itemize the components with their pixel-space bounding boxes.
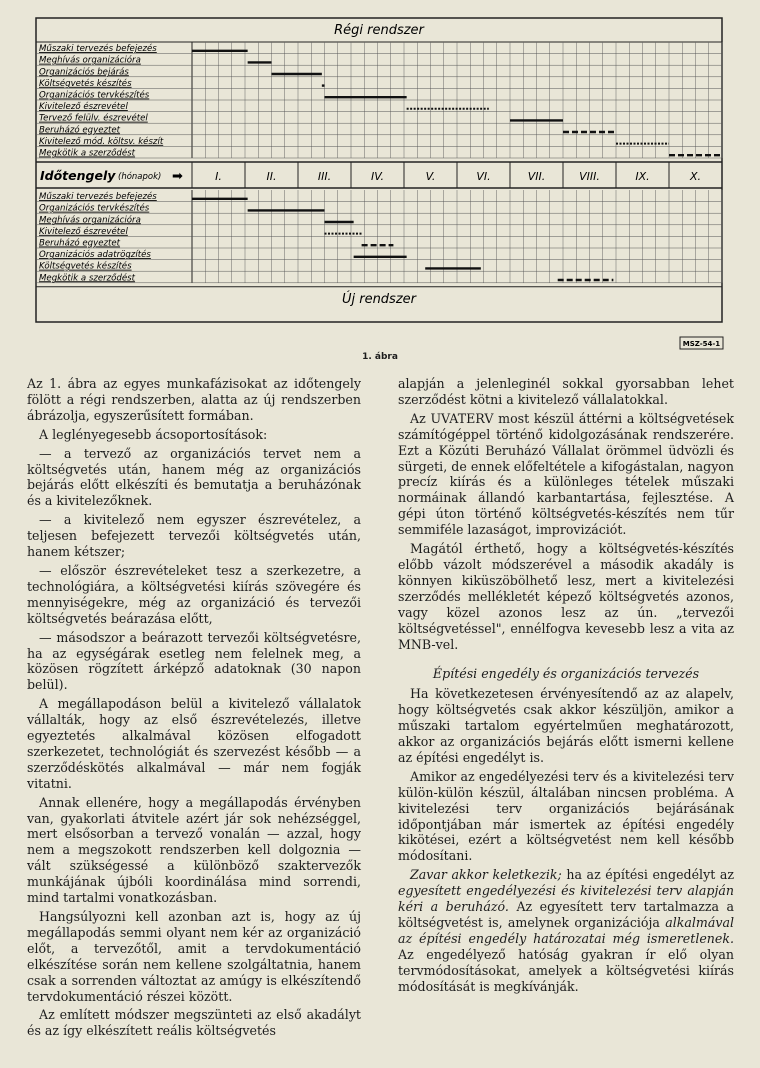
old-system-row-label: Meghívás organizációra (39, 55, 141, 66)
emphasis: Zavar akkor keletkezik; (410, 867, 562, 883)
old-system-row-label: Kivitelező észrevétel (39, 102, 128, 113)
old-system-row-label: Költségvetés készítés (39, 78, 132, 89)
paragraph (398, 867, 734, 994)
paragraph: Az 1. ábra az egyes munkafázisokat az időtengely fölött a régi rendszerben, alatta az új rendszerben ábrázolja, egyszerűsített formában. (27, 376, 361, 423)
new-system-row-label: Beruházó egyeztet (39, 238, 121, 249)
new-system-row-label: Megkötik a szerződést (39, 273, 136, 284)
paragraph: Annak ellenére, hogy a megállapodás érvényben van, gyakorlati átvitele azért jár sok nehézséggel, mert elsősorban a tervező vonalán — azzal, hogy nem a megszokott rendszerben kell dolgoznia — vált szükségessé a különböző szaktervezők munkájának újbóli koordinálása mind sorrendi, mind tartalmi vonatkozásban. (27, 794, 361, 906)
paragraph: — a kivitelező nem egyszer észrevételez, a teljesen befejezett tervezői költségvetés után, hanem kétszer; (27, 512, 361, 560)
figure-title-top: Régi rendszer (334, 23, 424, 38)
month-tick-label: IX. (635, 170, 650, 183)
text-span: ha az építési engedélyt az (561, 867, 735, 883)
gantt-chart (0, 0, 760, 352)
old-system-row-label: Beruházó egyeztet (39, 125, 121, 136)
new-system-row-label: Műszaki tervezés befejezés (39, 192, 157, 203)
old-system-row-label: Tervező felülv. észrevétel (39, 113, 148, 124)
figure-1-diagram (0, 0, 760, 360)
paragraph: A leglényegesebb ácsoportosítások: (39, 426, 268, 442)
old-system-row-label: Organizációs tervkészítés (39, 90, 150, 101)
month-tick-label: VI. (476, 170, 491, 183)
section-heading: Építési engedély és organizációs tervezés (432, 666, 700, 682)
paragraph: — másodszor a beárazott tervezői költségvetésre, ha az egységárak esetleg nem felelnek meg, a közösen rögzített árképző adatoknak (30 napon belül). (27, 629, 361, 693)
emphasis: alkalmával az építési engedély határozatai még ismeretlenek. (398, 915, 734, 946)
paragraph: Az említett módszer megszünteti az első akadályt és az így elkészített reális költségvetés (27, 1007, 361, 1039)
old-system-row-label: Kivitelező mód. költsv. készít (39, 136, 164, 147)
new-system-row-label: Meghívás organizációra (39, 215, 141, 226)
text-span: Az egyesített terv tartalmazza a költségvetést is, amelynek organizációja (398, 899, 734, 930)
paragraph: Hangsúlyozni kell azonban azt is, hogy az új megállapodás semmi olyant nem kér az organizáció előt, a tervezőtől, amit a tervdokumentáció elkészítése során nem kellene szolgáltatnia, hanem csak a sorrenden változtat az amúgy is elkészítendő tervdokumentáció részei között. (27, 909, 361, 1004)
month-tick-label: I. (215, 170, 222, 183)
paragraph: — a tervező az organizációs tervet nem a költségvetés után, hanem még az organizációs bejárás előtt elkészíti és bemutatja a beruházónak és a kivitelezőknek. (27, 445, 361, 509)
left-column (27, 376, 361, 1042)
paragraph: Magától érthető, hogy a költségvetés-készítés előbb vázolt módszerével a második akadály is könnyen kiküszöbölhető lesz, mert a kivitelezési szerződés mellékletét képező költségvetés azonos, vagy közel azonos lesz az ún. „tervezői költségvetéssel", ennélfogva kevesebb lesz a vita az MNB-vel. (398, 541, 734, 652)
paragraph: A megállapodáson belül a kivitelező vállalatok vállalták, hogy az első észrevételezés, illetve egyeztetés alkalmával közösen elfogadott szerkezetet, technológiát és szervezést később — a szerződéskötés alkalmával — már nem fogják vitatni. (27, 696, 361, 791)
month-tick-label: II. (266, 170, 277, 183)
old-system-row-label: Műszaki tervezés befejezés (39, 44, 157, 55)
paragraph: — először észrevételeket tesz a szerkezetre, a technológiára, a költségvetési kiírás szövegére és mennyiségekre, még az organizáció és tervezői költségvetés beárazása előtt, (27, 562, 361, 626)
month-tick-label: VII. (527, 170, 546, 183)
new-system-row-label: Költségvetés készítés (39, 261, 132, 272)
emphasis: egyesített engedélyezési és kivitelezési terv alapján kéri a beruházó. (398, 883, 734, 915)
new-system-row-label: Organizációs adatrögzítés (39, 250, 151, 261)
axis-unit: (hónapok) (118, 172, 162, 182)
text-span: Az engedélyező hatóság gyakran ír elő olyan tervmódosításokat, amelyek a költségvetési kiírás módosítását is megkívánják. (398, 946, 734, 994)
figure-title-bottom: Új rendszer (341, 291, 417, 307)
paragraph: alapján a jelenleginél sokkal gyorsabban lehet szerződést kötni a kivitelező vállalatokkal. (398, 376, 734, 407)
right-column (398, 376, 734, 998)
month-tick-label: III. (317, 170, 332, 183)
paragraph: Ha következetesen érvényesítendő az az alapelv, hogy költségvetés csak akkor készüljön, amikor a műszaki tartalom egyértelműen meghatározott, akkor az organizációs bejárás előtt ismerni kellene az építési engedélyt is. (398, 686, 734, 765)
new-system-row-label: Kivitelező észrevétel (39, 226, 128, 237)
axis-label: Időtengely (40, 168, 116, 183)
stamp-code: MSZ-54-1 (682, 340, 721, 348)
paragraph: Amikor az engedélyezési terv és a kivitelezési terv külön-külön készül, általában nincsen probléma. A kivitelezési terv organizációs bejárásának időpontjában már ismertek az építési engedély kikötései, ezért a költségvetést nem kell később módosítani. (398, 768, 734, 864)
month-tick-label: V. (425, 170, 436, 183)
month-tick-label: X. (689, 170, 702, 183)
figure-caption: 1. ábra (362, 352, 398, 362)
old-system-row-label: Organizációs bejárás (39, 67, 129, 78)
month-tick-label: VIII. (579, 170, 600, 183)
paragraph: Az UVATERV most készül áttérni a költségvetések számítógéppel történő kidolgozásának rendszerére. Ezt a Közúti Beruházó Vállalat örömmel üdvözli és sürgeti, de ennek előfeltétele a kifogástalan, nagyon precíz kiírás és a különleges tételek műszaki normáinak állandó karbantartása, fejlesztése. A gépi úton történő költségvetés-készítés nem tűr semmiféle lazaságot, improvizációt. (398, 410, 734, 538)
arrow-icon: ➡ (172, 169, 183, 184)
month-tick-label: IV. (370, 170, 385, 183)
new-system-row-label: Organizációs tervkészítés (39, 203, 150, 214)
old-system-row-label: Megkötik a szerződést (39, 148, 136, 159)
